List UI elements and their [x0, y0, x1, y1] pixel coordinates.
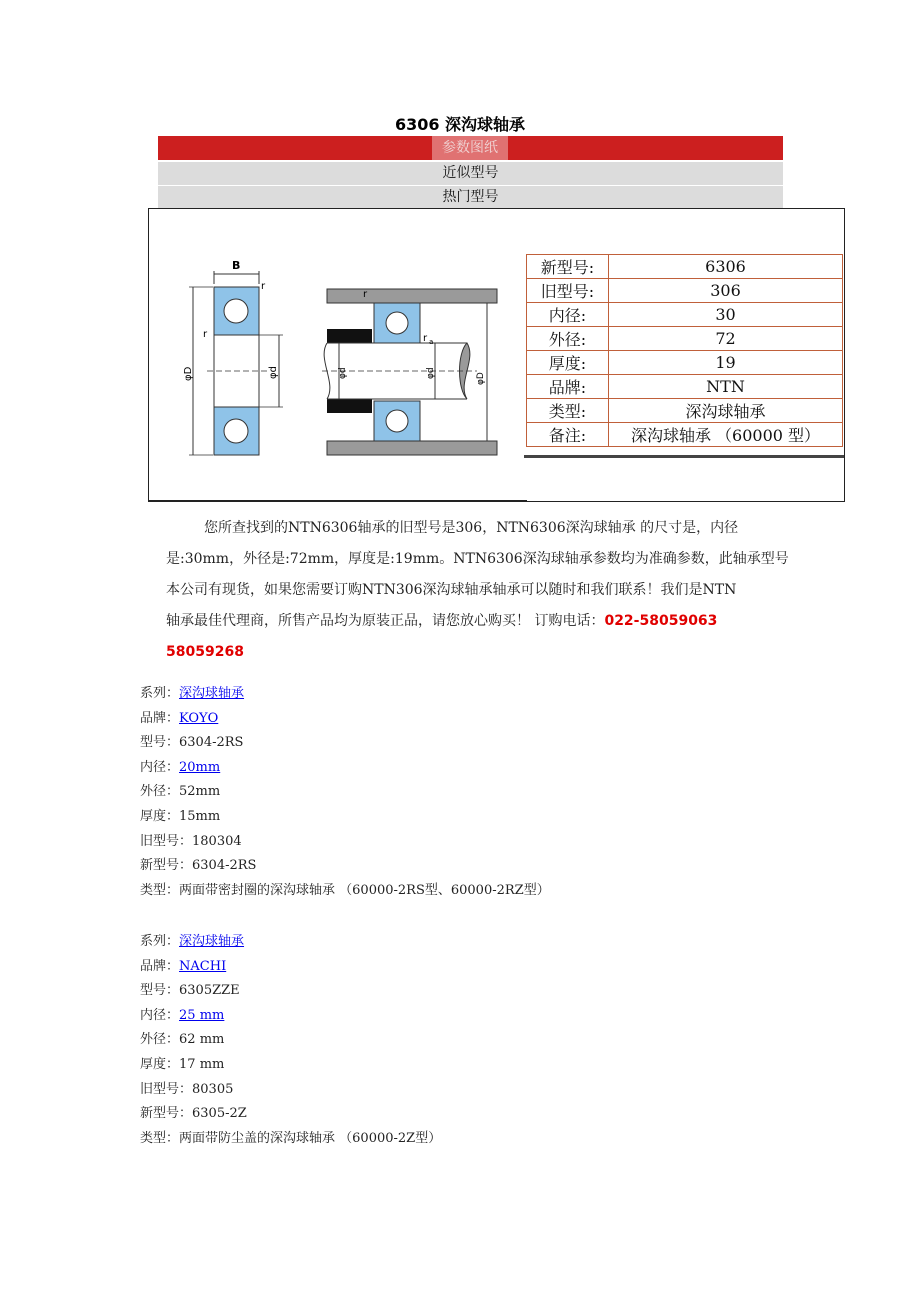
field-label: 品牌： [140, 710, 180, 726]
spec-row [527, 351, 843, 375]
label-ra-sub: a [429, 338, 434, 346]
spec-key: 品牌: [527, 375, 609, 399]
spec-value: 19 [609, 351, 843, 375]
product-inner-row [140, 756, 550, 781]
label-r-top: r [261, 281, 266, 292]
field-label: 内径： [140, 1007, 180, 1023]
spec-key: 新型号: [527, 255, 609, 279]
inner-diameter-link[interactable]: 20mm [179, 759, 221, 775]
spec-row [527, 375, 843, 399]
spec-row [527, 423, 843, 447]
type-value: 两面带密封圈的深沟球轴承 （60000-2RS型、60000-2RZ型） [179, 882, 550, 898]
product-outer-row [140, 1028, 441, 1053]
spec-value: 306 [609, 279, 843, 303]
product-1 [140, 682, 550, 903]
spec-value: NTN [609, 375, 843, 399]
tab-similar[interactable]: 近似型号 [158, 162, 783, 185]
product-thickness-row [140, 1053, 441, 1078]
label-B: B [232, 259, 241, 272]
spec-key: 外径: [527, 327, 609, 351]
spec-row [527, 279, 843, 303]
product-thickness-row [140, 805, 550, 830]
product-series-row [140, 930, 441, 955]
description-line: 本公司有现货，如果您需要订购NTN306深沟球轴承轴承可以随时和我们联系！我们是NTN [166, 582, 737, 598]
type-value: 两面带防尘盖的深沟球轴承 （60000-2Z型） [179, 1130, 442, 1146]
field-label: 新型号： [140, 858, 193, 874]
spec-row [527, 327, 843, 351]
label-phida-right: φd [426, 367, 436, 379]
series-link[interactable]: 深沟球轴承 [179, 934, 245, 949]
spec-key: 厚度: [527, 351, 609, 375]
spec-key: 旧型号: [527, 279, 609, 303]
new-model-value: 6305-2Z [192, 1106, 247, 1122]
product-series-row [140, 682, 550, 707]
inner-diameter-link[interactable]: 25 mm [179, 1007, 225, 1023]
product-model-row [140, 979, 441, 1004]
bearing-section-left [183, 259, 283, 455]
spec-value: 72 [609, 327, 843, 351]
label-r-left: r [203, 329, 208, 340]
product-inner-row [140, 1004, 441, 1029]
product-type-row [140, 879, 550, 904]
label-phiDa: φD [476, 372, 486, 385]
phone-number-1[interactable]: 022-58059063 [604, 613, 718, 629]
field-label: 类型： [140, 882, 180, 898]
product-brand-row [140, 707, 550, 732]
product-2 [140, 930, 441, 1151]
tab-params[interactable]: 参数图纸 [432, 136, 508, 160]
model-value: 6304-2RS [179, 735, 244, 751]
spec-value: 深沟球轴承 [609, 399, 843, 423]
spec-key: 内径: [527, 303, 609, 327]
description-line: 是:30mm，外径是:72mm，厚度是:19mm。NTN6306深沟球轴承参数均为准确参数，此轴承型号 [166, 551, 789, 567]
spec-value: 30 [609, 303, 843, 327]
spec-key: 类型: [527, 399, 609, 423]
label-ra-top: r [363, 289, 368, 300]
field-label: 型号： [140, 983, 180, 999]
tab-hot[interactable]: 热门型号 [158, 186, 783, 209]
phone-number-2[interactable]: 58059268 [166, 644, 244, 660]
spec-row [527, 255, 843, 279]
bearing-mounted-right [322, 289, 497, 455]
field-label: 类型： [140, 1130, 180, 1146]
spec-key: 备注: [527, 423, 609, 447]
product-brand-row [140, 955, 441, 980]
field-label: 系列： [140, 686, 180, 701]
label-phid: φd [268, 366, 279, 379]
spec-value: 深沟球轴承 （60000 型） [609, 423, 843, 447]
label-phida-left: φd [338, 367, 348, 379]
spec-table-underline [524, 455, 844, 458]
field-label: 型号： [140, 735, 180, 751]
description-line-text: 轴承最佳代理商，所售产品均为原装正品，请您放心购买！ 订购电话： [166, 613, 605, 629]
bearing-drawing [177, 249, 507, 479]
product-new-model-row [140, 1102, 441, 1127]
field-label: 厚度： [140, 808, 180, 824]
field-label: 内径： [140, 759, 180, 775]
brand-link[interactable]: NACHI [179, 958, 227, 974]
product-outer-row [140, 780, 550, 805]
product-old-model-row [140, 830, 550, 855]
field-label: 厚度： [140, 1056, 180, 1072]
product-model-row [140, 731, 550, 756]
label-phiD: φD [183, 366, 194, 381]
new-model-value: 6304-2RS [192, 858, 257, 874]
outer-diameter-value: 62 mm [179, 1032, 225, 1048]
model-value: 6305ZZE [179, 983, 240, 999]
product-new-model-row [140, 854, 550, 879]
product-old-model-row [140, 1078, 441, 1103]
page-title: 6306 深沟球轴承 [394, 115, 526, 134]
brand-link[interactable]: KOYO [179, 710, 219, 726]
description-paragraph [166, 513, 789, 668]
old-model-value: 80305 [192, 1081, 234, 1097]
field-label: 旧型号： [140, 833, 193, 849]
spec-row [527, 303, 843, 327]
figure-divider [149, 500, 527, 502]
field-label: 外径： [140, 784, 180, 800]
field-label: 旧型号： [140, 1081, 193, 1097]
spec-table [526, 254, 843, 447]
field-label: 品牌： [140, 958, 180, 974]
thickness-value: 15mm [179, 808, 221, 824]
outer-diameter-value: 52mm [179, 784, 221, 800]
old-model-value: 180304 [192, 833, 242, 849]
spec-value: 6306 [609, 255, 843, 279]
spec-row [527, 399, 843, 423]
field-label: 新型号： [140, 1106, 193, 1122]
description-line: 您所查找到的NTN6306轴承的旧型号是306，NTN6306深沟球轴承 的尺寸是，内径 [204, 520, 739, 536]
thickness-value: 17 mm [179, 1056, 225, 1072]
product-type-row [140, 1127, 441, 1152]
label-ra-mid: r [423, 333, 428, 344]
field-label: 外径： [140, 1032, 180, 1048]
description-line-4 [166, 606, 786, 637]
series-link[interactable]: 深沟球轴承 [179, 686, 245, 701]
field-label: 系列： [140, 934, 180, 949]
